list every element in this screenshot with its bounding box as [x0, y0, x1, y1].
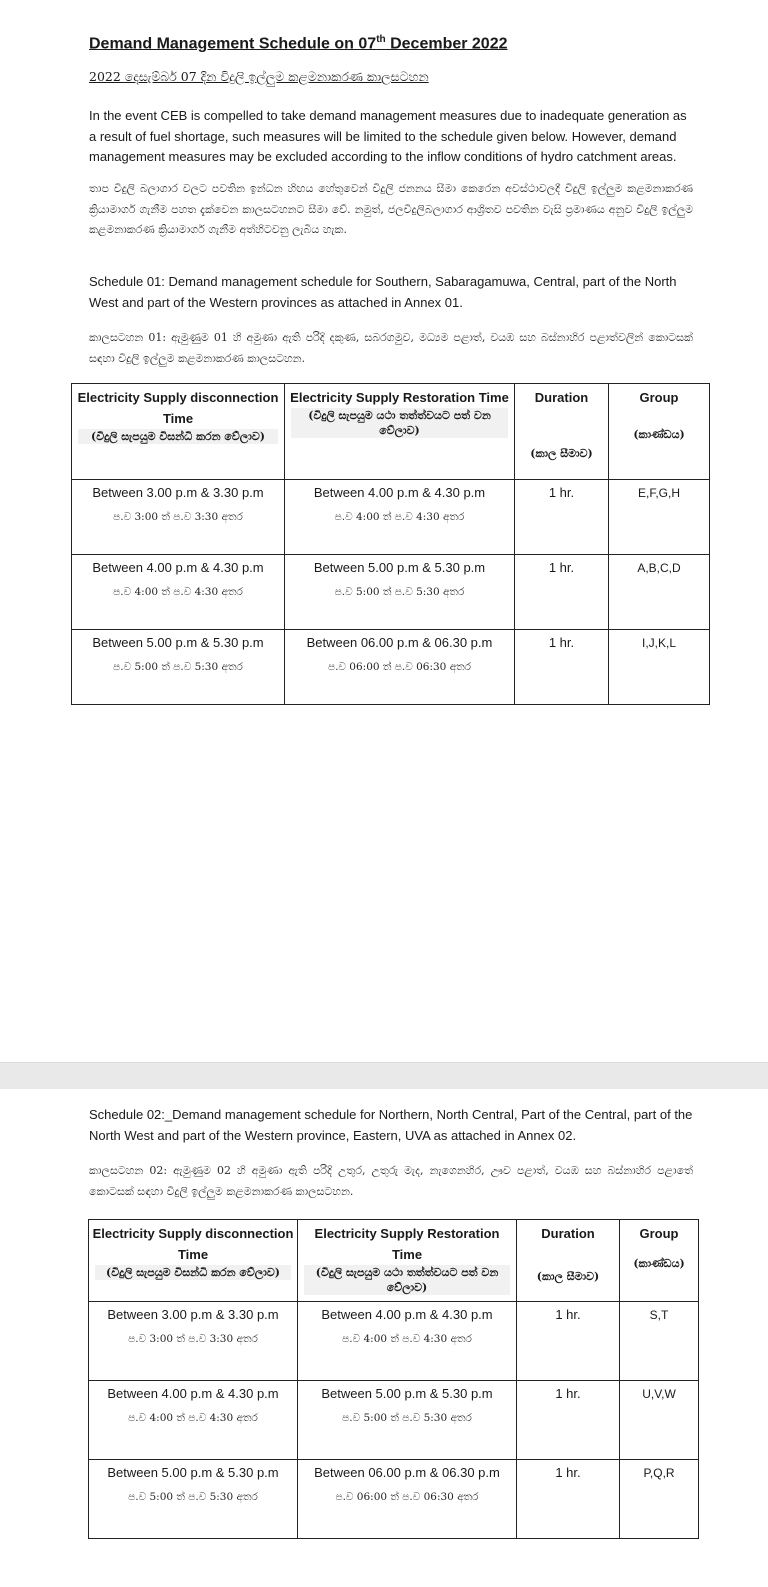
- duration-cell: 1 hr.: [517, 1302, 620, 1381]
- restoration-time-cell: Between 5.00 p.m & 5.30 p.m ප.ව 5:00 ත් ප.ව 5:30 අතර: [298, 1381, 517, 1460]
- table-row: [72, 480, 710, 555]
- group-cell: S,T: [620, 1302, 699, 1381]
- disconnection-time-cell: Between 5.00 p.m & 5.30 p.m ප.ව 5:00 ත් ප.ව 5:30 අතර: [72, 630, 285, 705]
- document-page-2: [0, 1089, 768, 1587]
- header-duration: Duration (කාල සීමාව): [517, 1220, 620, 1302]
- table-row: [89, 1302, 699, 1381]
- table-row: [89, 1381, 699, 1460]
- duration-cell: 1 hr.: [515, 480, 609, 555]
- schedule-1-heading: Schedule 01: Demand management schedule for Southern, Sabaragamuwa, Central, part of the North West and part of the Western provinces as attached in Annex 01.: [89, 274, 677, 310]
- header-restoration-time: Electricity Supply Restoration Time (විදුලි සැපයුම යථා තත්ත්වයට පත් වන වේලාව): [285, 384, 515, 480]
- schedule-2-heading: Schedule 02:_Demand management schedule for Northern, North Central, Part of the Central, part of the North West and part of the Western province, Eastern, UVA as attached in Annex 02.: [89, 1107, 693, 1143]
- intro-paragraph: In the event CEB is compelled to take demand management measures due to inadequate generation as a result of fuel shortage, such measures will be limited to the schedule given below. However, demand management measures may be excluded according to the inflow conditions of hydro catchment areas.: [89, 108, 687, 164]
- disconnection-time-cell: Between 4.00 p.m & 4.30 p.m ප.ව 4:00 ත් ප.ව 4:30 අතර: [89, 1381, 298, 1460]
- disconnection-time-cell: Between 5.00 p.m & 5.30 p.m ප.ව 5:00 ත් ප.ව 5:30 අතර: [89, 1460, 298, 1539]
- schedule-2-table: [88, 1219, 699, 1539]
- duration-cell: 1 hr.: [517, 1381, 620, 1460]
- duration-cell: 1 hr.: [515, 555, 609, 630]
- schedule-1-heading-sinhala: කාලසටහන 01: ඇමුණුම 01 හි අමුණා ඇති පරිදි දකුණ, සබරගමුව, මධ්‍යම පළාත්, වයඹ සහ බස්නාහිර පළාත්වලින් කොටසක් සඳහා විදුලි ඉල්ලුම කළමනාකරණ කාලසටහන.: [89, 331, 693, 365]
- restoration-time-cell: Between 4.00 p.m & 4.30 p.m ප.ව 4:00 ත් ප.ව 4:30 අතර: [285, 480, 515, 555]
- intro-paragraph-sinhala: තාප විදුලි බලාගාර වලට පවතින ඉන්ධන හිඟය හේතුවෙන් විදුලි ජනනය සීමා කෙරෙන අවස්ථාවලදී විදුලි ඉල්ලුම කළමනාකරණ ක්‍රියාමාර්ග ගැනීම පහත දැක්වෙන කාලසටහනට සීමා වේ. නමුත්, ජලවිදුලිබලාගාර ආශ්‍රිතව පවතින වැසි ප්‍රමාණය අනුව විදුලි ඉල්ලුම කළමනාකරණ ක්‍රියාමාර්ග ගැනීම අත්හිටවනු ලැබිය හැක.: [89, 182, 693, 236]
- restoration-time-cell: Between 06.00 p.m & 06.30 p.m ප.ව 06:00 ත් ප.ව 06:30 අතර: [298, 1460, 517, 1539]
- header-duration: Duration (කාල සීමාව): [515, 384, 609, 480]
- header-disconnection-time: Electricity Supply disconnection Time (විදුලි සැපයුම විසන්ධි කරන වේලාව): [89, 1220, 298, 1302]
- schedule-1-table: [71, 383, 710, 705]
- group-cell: U,V,W: [620, 1381, 699, 1460]
- table-row: [89, 1460, 699, 1539]
- page-title: Demand Management Schedule on 07th December 2022: [89, 34, 508, 53]
- group-cell: E,F,G,H: [609, 480, 710, 555]
- disconnection-time-cell: Between 4.00 p.m & 4.30 p.m ප.ව 4:00 ත් ප.ව 4:30 අතර: [72, 555, 285, 630]
- page-title-sinhala: 2022 දෙසැම්බර් 07 දින විදුලි ඉල්ලුම කළමනාකරණ කාලසටහන: [89, 69, 429, 84]
- schedule-2-heading-sinhala: කාලසටහන 02: ඇමුණුම 02 හි අමුණා ඇති පරිදි උතුර, උතුරු මැද, නැගෙනහිර, ඌව පළාත්, වයඹ සහ බස්නාහිර පළාතේ කොටසක් සඳහා විදුලි ඉල්ලුම කළමනාකරණ කාලසටහන.: [89, 1164, 693, 1198]
- disconnection-time-cell: Between 3.00 p.m & 3.30 p.m ප.ව 3:00 ත් ප.ව 3:30 අතර: [89, 1302, 298, 1381]
- restoration-time-cell: Between 4.00 p.m & 4.30 p.m ප.ව 4:00 ත් ප.ව 4:30 අතර: [298, 1302, 517, 1381]
- duration-cell: 1 hr.: [517, 1460, 620, 1539]
- table-row: [72, 555, 710, 630]
- disconnection-time-cell: Between 3.00 p.m & 3.30 p.m ප.ව 3:00 ත් ප.ව 3:30 අතර: [72, 480, 285, 555]
- header-disconnection-time: Electricity Supply disconnection Time (විදුලි සැපයුම විසන්ධි කරන වේලාව): [72, 384, 285, 480]
- restoration-time-cell: Between 5.00 p.m & 5.30 p.m ප.ව 5:00 ත් ප.ව 5:30 අතර: [285, 555, 515, 630]
- duration-cell: 1 hr.: [515, 630, 609, 705]
- table-header-row: [72, 384, 710, 480]
- table-row: [72, 630, 710, 705]
- group-cell: P,Q,R: [620, 1460, 699, 1539]
- header-restoration-time: Electricity Supply Restoration Time (විදුලි සැපයුම යථා තත්ත්වයට පත් වන වේලාව): [298, 1220, 517, 1302]
- header-group: Group (කාණ්ඩය): [609, 384, 710, 480]
- table-header-row: [89, 1220, 699, 1302]
- restoration-time-cell: Between 06.00 p.m & 06.30 p.m ප.ව 06:00 ත් ප.ව 06:30 අතර: [285, 630, 515, 705]
- header-group: Group (කාණ්ඩය): [620, 1220, 699, 1302]
- group-cell: A,B,C,D: [609, 555, 710, 630]
- page-separator: [0, 1062, 768, 1090]
- group-cell: I,J,K,L: [609, 630, 710, 705]
